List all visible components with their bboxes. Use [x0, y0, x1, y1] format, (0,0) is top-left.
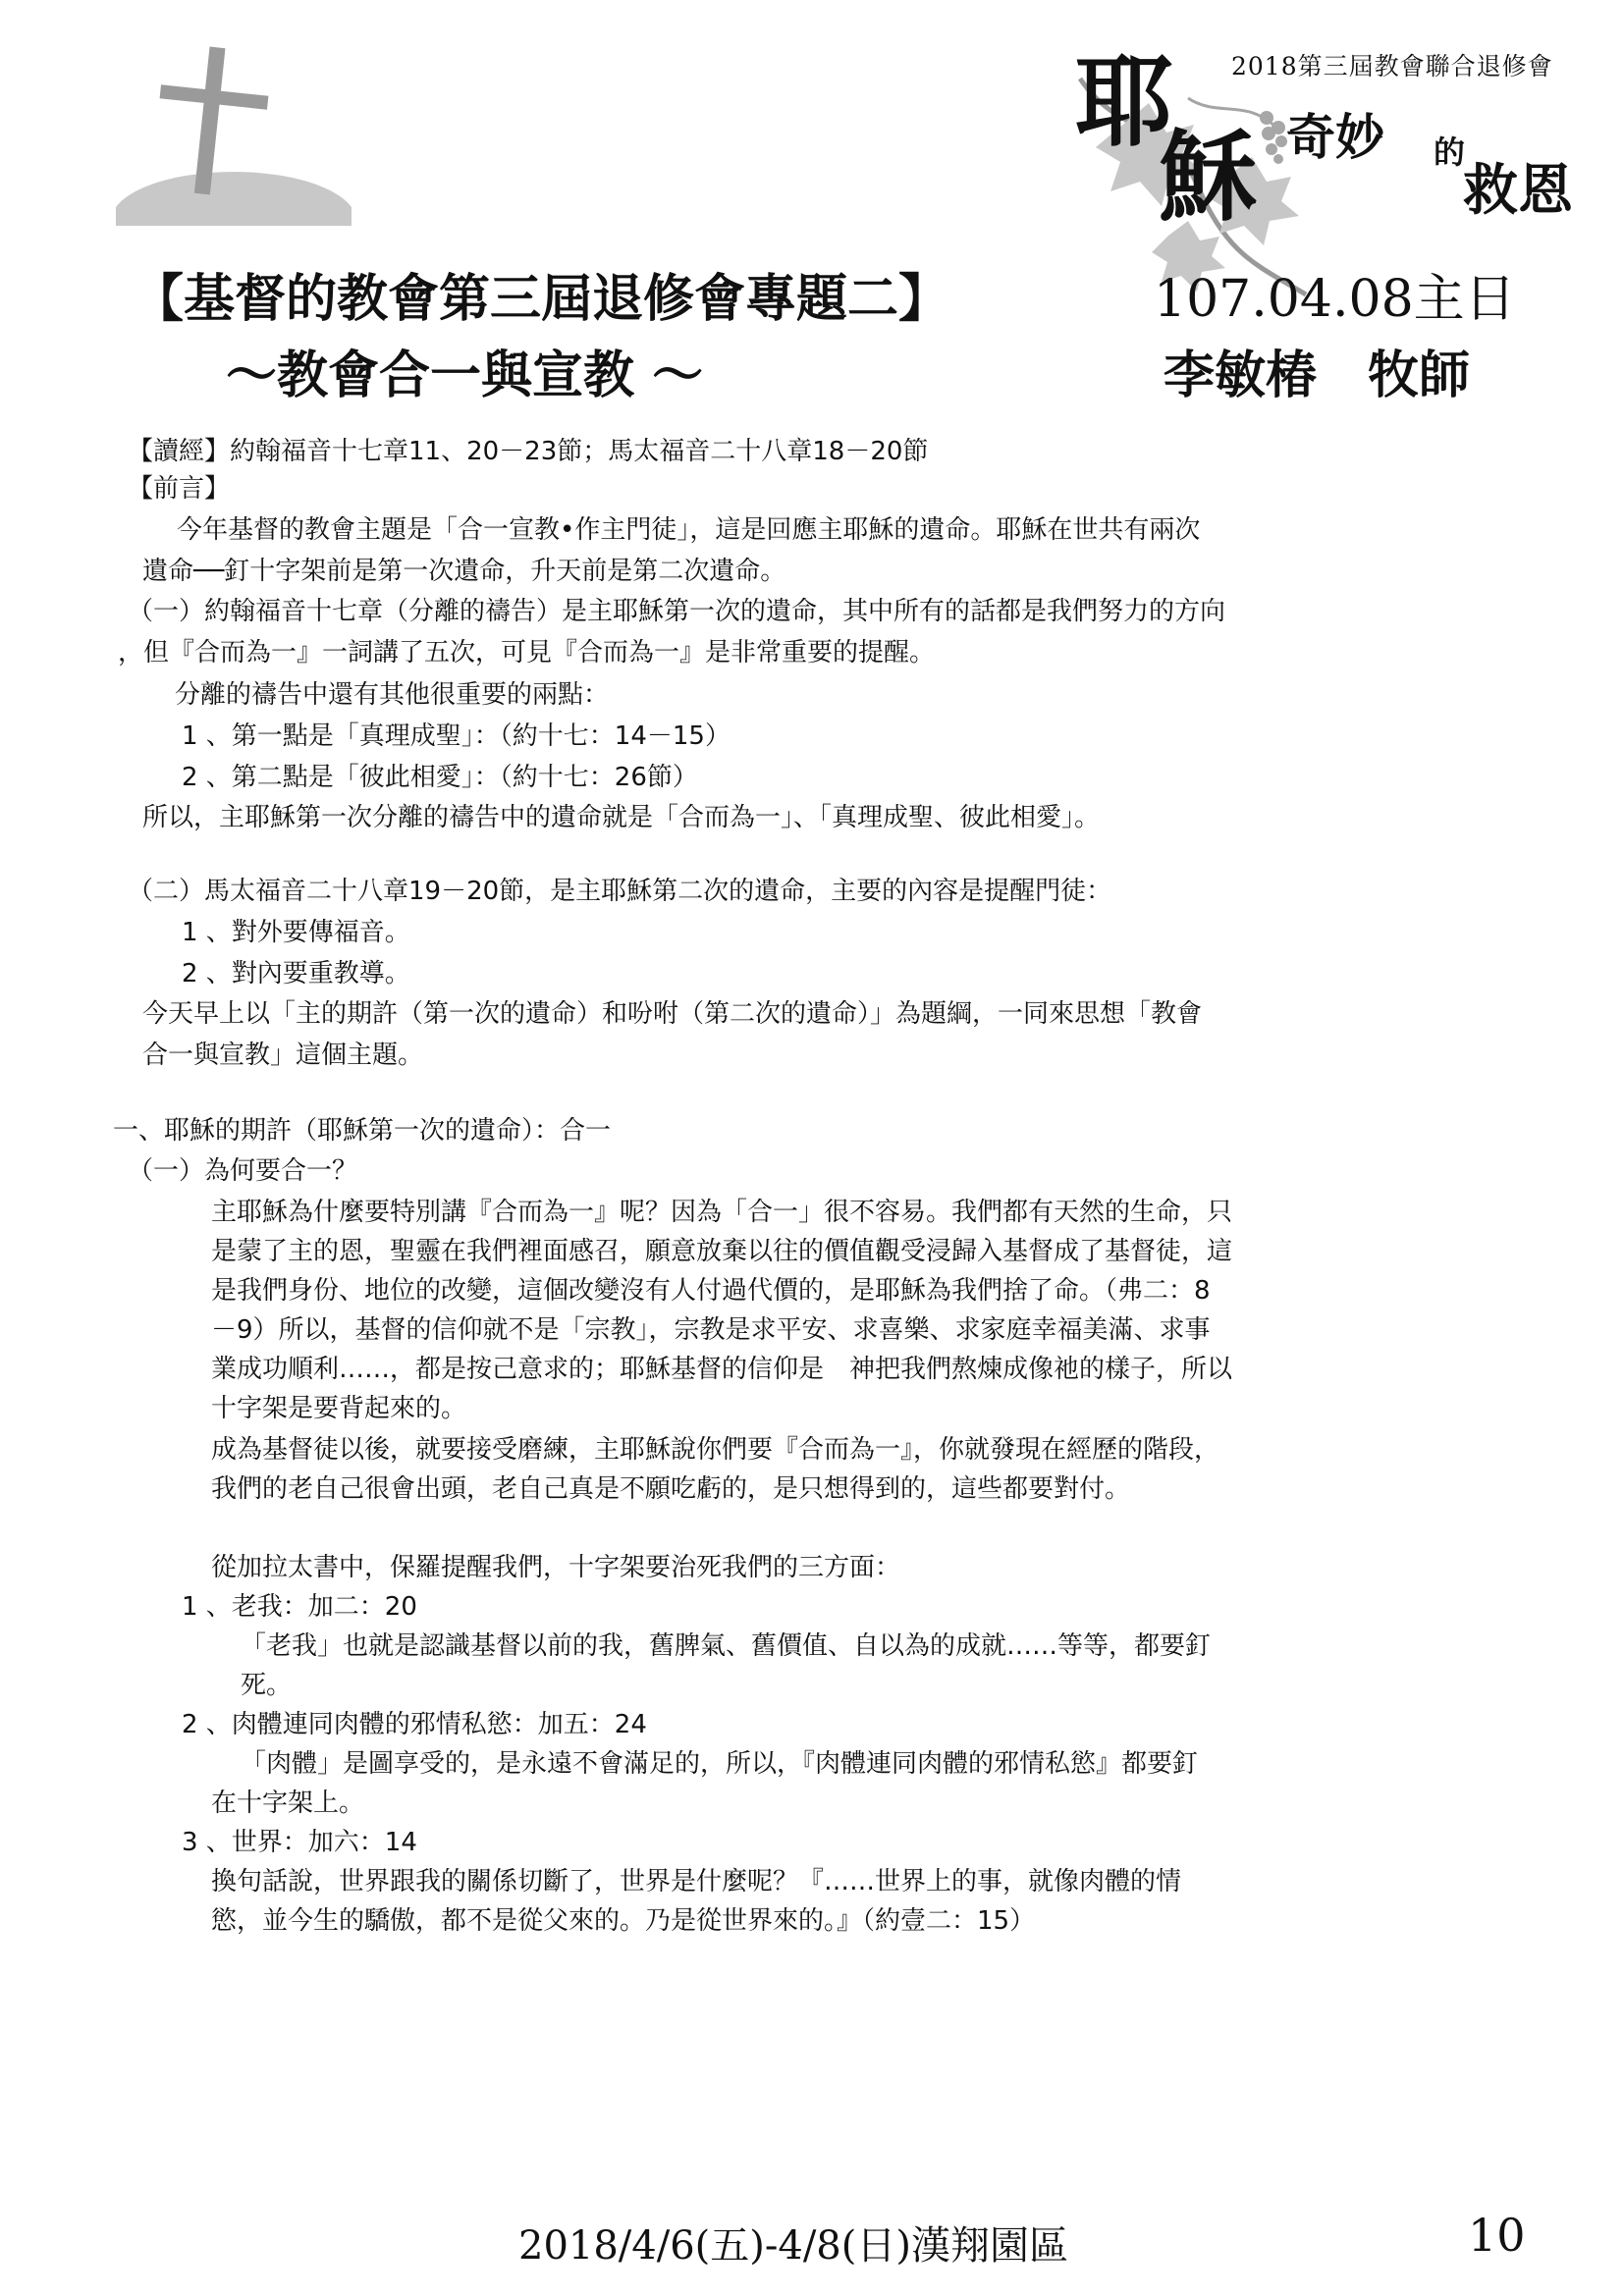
- body-line: 業成功順利……，都是按己意求的；耶穌基督的信仰是 神把我們熬煉成像祂的樣子，所以: [211, 1355, 1233, 1384]
- list-item: 1 、老我：加二：20: [182, 1592, 417, 1622]
- section-heading: 一、耶穌的期許（耶穌第一次的遺命）：合一: [113, 1116, 612, 1146]
- body-line: 是蒙了主的恩，聖靈在我們裡面感召，願意放棄以往的價值觀受浸歸入基督成了基督徒，這: [211, 1237, 1233, 1266]
- body-line: 主耶穌為什麼要特別講『合而為一』呢？因為「合一」很不容易。我們都有天然的生命，只: [211, 1198, 1233, 1227]
- pastor-name: 李敏椿 牧師: [1164, 347, 1471, 405]
- event-name: 2018第三屆教會聯合退修會: [1231, 52, 1553, 80]
- body-line: 慾，並今生的驕傲，都不是從父來的。乃是從世界來的。』（約壹二：15）: [211, 1906, 1036, 1936]
- brand-title-su: 穌: [1159, 119, 1257, 235]
- list-item: 2 、對內要重教導。: [182, 959, 410, 988]
- footer-date-place: 2018/4/6(五)-4/8(日)漢翔園區: [518, 2223, 1068, 2269]
- body-line: 我們的老自己很會出頭，老自己真是不願吃虧的，是只想得到的，這些都要對付。: [211, 1474, 1131, 1504]
- brand-title-grace: 救恩: [1463, 158, 1573, 223]
- body-line: 所以，主耶穌第一次分離的禱告中的遺命就是「合而為一」、「真理成聖、彼此相愛」。: [142, 803, 1101, 832]
- body-line: 換句話說，世界跟我的關係切斷了，世界是什麼呢？『……世界上的事，就像肉體的情: [211, 1867, 1182, 1896]
- list-item: 3 、世界：加六：14: [182, 1828, 417, 1857]
- list-item: 2 、第二點是「彼此相愛」：（約十七：26節）: [182, 763, 698, 792]
- body-line: ，但『合而為一』一詞講了五次，可見『合而為一』是非常重要的提醒。: [118, 638, 936, 667]
- list-item: 1 、第一點是「真理成聖」：（約十七：14－15）: [182, 721, 731, 751]
- body-line: 是我們身份、地位的改變，這個改變沒有人付過代價的，是耶穌為我們捨了命。（弗二：8: [211, 1276, 1211, 1306]
- body-line: 十字架是要背起來的。: [211, 1394, 467, 1423]
- list-item: 2 、肉體連同肉體的邪情私慾：加五：24: [182, 1710, 647, 1739]
- list-item: 1 、對外要傳福音。: [182, 918, 410, 947]
- body-line: 從加拉太書中，保羅提醒我們，十字架要治死我們的三方面：: [211, 1553, 901, 1582]
- brand-title-de: 的: [1434, 133, 1466, 171]
- body-line: 合一與宣教」這個主題。: [142, 1041, 424, 1070]
- brand-title-ye: 耶: [1075, 44, 1173, 160]
- body-line: 死。: [241, 1671, 293, 1700]
- body-line: 在十字架上。: [211, 1789, 365, 1818]
- sermon-date: 107.04.08主日: [1154, 270, 1516, 329]
- body-line: 分離的禱告中還有其他很重要的兩點：: [175, 680, 610, 710]
- body-line: （一）約翰福音十七章（分離的禱告）是主耶穌第一次的遺命，其中所有的話都是我們努力的方向: [128, 597, 1226, 626]
- body-line: －9）所以，基督的信仰就不是「宗教」，宗教是求平安、求喜樂、求家庭幸福美滿、求事: [211, 1315, 1211, 1345]
- scripture-reading: 【讀經】約翰福音十七章11、20－23節；馬太福音二十八章18－20節: [128, 437, 929, 466]
- brand-title-wonder: 奇妙: [1286, 108, 1384, 166]
- sermon-title: 【基督的教會第三屆退修會專題二】: [133, 270, 950, 329]
- section-heading: （一）為何要合一？: [128, 1156, 358, 1186]
- body-line: 今年基督的教會主題是「合一宣教•作主門徒」，這是回應主耶穌的遺命。耶穌在世共有兩次: [177, 515, 1201, 545]
- body-line: 「肉體」是圖享受的，是永遠不會滿足的，所以，『肉體連同肉體的邪情私慾』都要釘: [241, 1749, 1199, 1779]
- body-line: 「老我」也就是認識基督以前的我，舊脾氣、舊價值、自以為的成就……等等，都要釘: [241, 1631, 1212, 1661]
- page-number: 10: [1468, 2209, 1526, 2262]
- section-heading: 【前言】: [128, 474, 231, 504]
- body-line: 今天早上以「主的期許（第一次的遺命）和吩咐（第二次的遺命）」為題綱，一同來思想「教會: [142, 999, 1203, 1029]
- body-line: （二）馬太福音二十八章19－20節，是主耶穌第二次的遺命，主要的內容是提醒門徒：: [128, 877, 1112, 906]
- body-line: 遺命──釘十字架前是第一次遺命，升天前是第二次遺命。: [142, 557, 786, 586]
- cross-on-hill-icon: [116, 39, 352, 226]
- body-line: 成為基督徒以後，就要接受磨練，主耶穌說你們要『合而為一』，你就發現在經歷的階段，: [211, 1435, 1220, 1465]
- sermon-subtitle: ～教會合一與宣教 ～: [226, 347, 704, 405]
